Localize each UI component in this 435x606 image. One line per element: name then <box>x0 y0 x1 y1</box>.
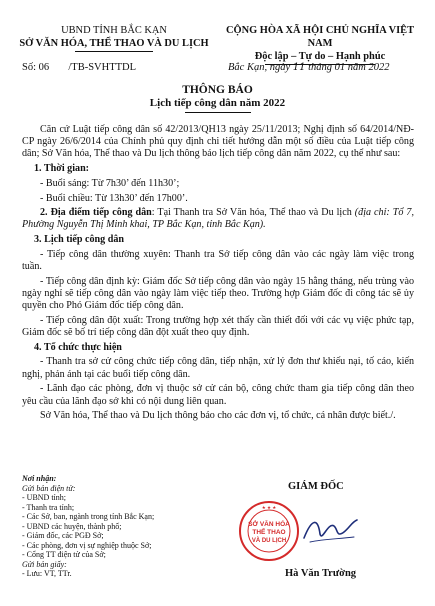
section-2-paragraph <box>22 207 414 231</box>
section-3-heading: 3. Lịch tiếp công dân <box>34 234 125 246</box>
section-3-regular: - Tiếp công dân thường xuyên: Thanh tra Sở tiếp công dân vào các ngày làm việc trong tuần. <box>22 248 414 273</box>
handwritten-signature <box>300 512 360 548</box>
section-2-address: (địa chỉ: Tổ 7, Phường Nguyễn Thị Minh khai, TP Bắc Kạn, tỉnh Bắc Kạn). <box>22 207 414 231</box>
section-2-text: : Tại Thanh tra Sở Văn hóa, Thể thao và Du lịch <box>151 207 352 219</box>
date-place: Bắc Kạn, ngày <box>228 62 291 73</box>
date-day: 11 <box>292 62 306 73</box>
svg-text:THỂ THAO: THỂ THAO <box>252 529 286 536</box>
section-4-inspectorate: - Thanh tra sở cử công chức tiếp công dân, tiếp nhận, xử lý đơn thư khiếu nại, tố cáo, kiến nghị, phản ánh tại các buổi tiếp công dân. <box>22 356 414 380</box>
doc-date <box>228 62 389 73</box>
doc-title: THÔNG BÁO <box>182 84 253 96</box>
header-right <box>214 24 426 65</box>
recipients <box>22 474 222 579</box>
doc-body <box>22 124 414 425</box>
recipients-label: Nơi nhận: <box>22 474 57 483</box>
section-3-periodic: - Tiếp công dân định kỳ: Giám đốc Sở tiếp công dân vào ngày 15 hằng tháng, nếu trùng vào ngày nghỉ sẽ tiếp công dân vào ngày làm việc tiếp theo. Trường hợp Giám đốc đi công tác sẽ ủy quyền cho Phó Giám đốc tiếp công dân. <box>22 275 414 312</box>
doc-subtitle: Lịch tiếp công dân năm 2022 <box>149 97 286 109</box>
recipient-item: - UBND tỉnh; <box>22 493 66 502</box>
doc-number-suffix: /TB-SVHTTDL <box>68 62 137 73</box>
date-month-year: tháng 01 năm 2022 <box>308 62 390 73</box>
title-rule <box>185 112 251 113</box>
header-left-line2: SỞ VĂN HÓA, THỂ THAO VÀ DU LỊCH <box>19 38 209 49</box>
svg-text:SỞ VĂN HÓA: SỞ VĂN HÓA <box>248 521 290 528</box>
recipient-item: - Lưu: VT, TTr. <box>22 569 72 578</box>
recipient-item: - Các Sở, ban, ngành trong tỉnh Bắc Kạn; <box>22 512 155 521</box>
header-left-line1: UBND TỈNH BẮC KẠN <box>61 25 167 36</box>
header-right-line1: CỘNG HÒA XÃ HỘI CHỦ NGHĨA VIỆT NAM <box>225 25 415 49</box>
header-right-line2: Độc lập – Tự do – Hạnh phúc <box>254 51 386 62</box>
section-1-afternoon: - Buổi chiều: Từ 13h30’ đến 17h00’. <box>40 192 188 204</box>
recipient-item: - Giám đốc, các PGĐ Sở; <box>22 531 104 540</box>
header-left <box>14 24 214 52</box>
header-left-rule <box>75 51 153 52</box>
svg-text:VÀ DU LỊCH: VÀ DU LỊCH <box>251 538 287 544</box>
doc-number-label: Số: 06 <box>22 62 50 73</box>
section-4-departments: - Lãnh đạo các phòng, đơn vị thuộc sở cử cán bộ, công chức tham gia tiếp công dân theo yêu cầu của lãnh đạo sở khi có nội dung liên quan. <box>22 383 414 407</box>
svg-text:★ ★ ★: ★ ★ ★ <box>261 505 277 510</box>
recipient-item: - Các phòng, đơn vị sự nghiệp thuộc Sở; <box>22 540 152 550</box>
recipients-paper-label: Gửi bản giấy: <box>22 559 67 569</box>
recipients-electronic-label: Gửi bản điện tử: <box>22 483 76 493</box>
section-3-adhoc: - Tiếp công dân đột xuất: Trong trường hợp xét thấy cần thiết đối với các vụ việc phức tạp, Giám đốc sẽ bố trí tiếp công dân đột xuất theo quy định. <box>22 314 414 339</box>
doc-number <box>22 62 136 73</box>
section-2-heading: 2. Địa điểm tiếp công dân <box>40 207 152 219</box>
section-4-heading: 4. Tổ chức thực hiện <box>34 341 122 353</box>
recipient-item: - Thanh tra tỉnh; <box>22 502 75 512</box>
signer-role: GIÁM ĐỐC <box>288 481 344 492</box>
recipient-item: - UBND các huyện, thành phố; <box>22 521 122 531</box>
section-1-morning: - Buổi sáng: Từ 7h30’ đến 11h30’; <box>40 177 180 189</box>
signer-name: Hà Văn Trường <box>285 568 357 579</box>
official-stamp <box>238 500 300 562</box>
intro-paragraph: Căn cứ Luật tiếp công dân số 42/2013/QH13 ngày 25/11/2013; Nghị định số 64/2014/NĐ-CP ngày 26/6/2014 của Chính phủ quy định chi tiết hướng dẫn một số điều của Luật tiếp công dân; Sở Văn hóa, Thể thao và Du lịch thông báo lịch tiếp công dân năm 2022, cụ thể như sau: <box>22 124 414 160</box>
closing-paragraph: Sở Văn hóa, Thể thao và Du lịch thông báo cho các đơn vị, tổ chức, cá nhân được biết./. <box>40 410 396 422</box>
section-1-heading: 1. Thời gian: <box>34 163 90 175</box>
recipient-item: - Cổng TT điện tử của Sở; <box>22 550 106 559</box>
